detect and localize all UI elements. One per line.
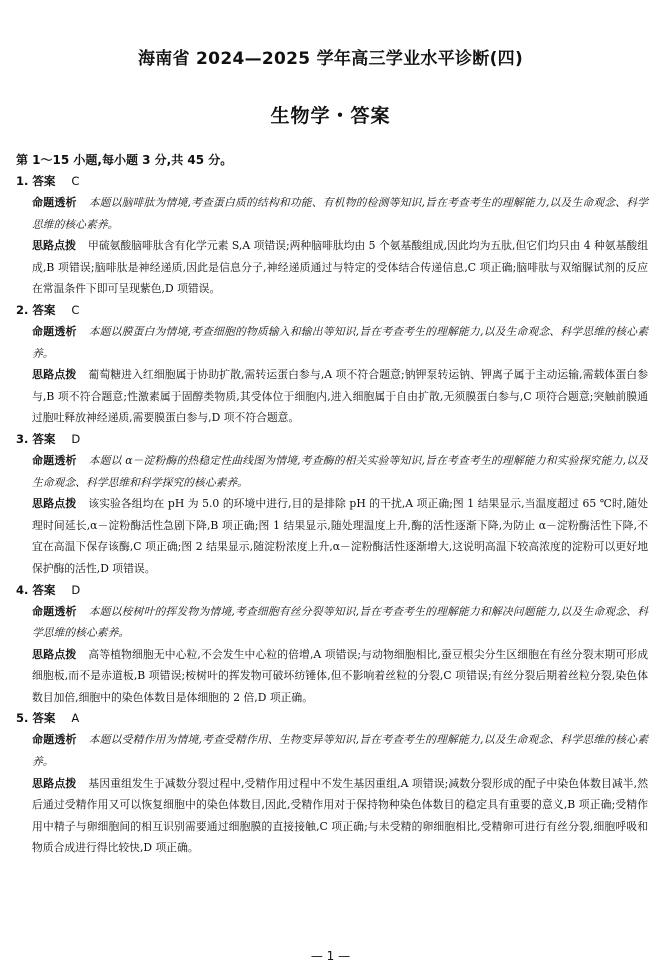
section-note: 第 1～15 小题,每小题 3 分,共 45 分。 — [16, 153, 233, 167]
answer-label: 答案 — [32, 302, 56, 317]
question-number: 4. — [16, 582, 29, 597]
question-number: 1. — [16, 174, 29, 188]
answer-label: 答案 — [32, 174, 56, 188]
question-4 — [16, 580, 648, 709]
analysis-text: 本题以 α－淀粉酶的热稳定性曲线图为情境,考查酶的相关实验等知识,旨在考查考生的理解能力和实验探究能力,以及生命观念、科学思维和科学探究的核心素养。 — [32, 453, 649, 489]
answer-letter: C — [71, 174, 80, 188]
question-3 — [16, 429, 648, 580]
analysis-paragraph — [16, 321, 648, 364]
answer-letter: D — [71, 582, 81, 597]
answer-letter: D — [71, 431, 81, 446]
answer-list — [16, 171, 648, 859]
hint-label: 思路点拨 — [32, 239, 77, 253]
analysis-paragraph — [16, 601, 648, 644]
question-header — [16, 708, 648, 729]
question-number: 2. — [16, 302, 29, 317]
hint-text: 基因重组发生于减数分裂过程中,受精作用过程中不发生基因重组,A 项错误;减数分裂形成的配子中染色体数目减半,然后通过受精作用又可以恢复细胞中的染色体数目,因此,受精作用对于保持物种染色体数目的稳定具有重要的意义,B 项正确;受精作用中精子与卵细胞间的相互识别需要通过细胞膜的直接接触,C 项正确;与未受精的卵细胞相比,受精卵可进行有丝分裂,细胞呼吸和物质合成进行得比较快,D 项正确。 — [32, 776, 648, 855]
hint-label: 思路点拨 — [32, 647, 77, 661]
analysis-label: 命题透析 — [32, 733, 77, 747]
hint-label: 思路点拨 — [32, 497, 77, 511]
analysis-label: 命题透析 — [32, 324, 77, 338]
hint-label: 思路点拨 — [32, 368, 77, 382]
analysis-label: 命题透析 — [32, 453, 77, 467]
answer-label: 答案 — [32, 431, 56, 446]
question-header — [16, 429, 648, 450]
hint-text: 葡萄糖进入红细胞属于协助扩散,需转运蛋白参与,A 项不符合题意;钠钾泵转运钠、钾离子属于主动运输,需载体蛋白参与,B 项不符合题意;性激素属于固醇类物质,其受体位于细胞内,进入细胞属于自由扩散,无须膜蛋白参与,C 项符合题意;突触前膜通过胞吐释放神经递质,需要膜蛋白参与,D 项不符合题意。 — [32, 368, 648, 425]
hint-paragraph — [16, 364, 648, 429]
hint-paragraph — [16, 773, 648, 859]
analysis-label: 命题透析 — [32, 196, 77, 209]
analysis-label: 命题透析 — [32, 604, 77, 618]
analysis-text: 本题以桉树叶的挥发物为情境,考查细胞有丝分裂等知识,旨在考查考生的理解能力和解决问题能力,以及生命观念、科学思维的核心素养。 — [32, 604, 649, 640]
question-5 — [16, 708, 648, 859]
question-header — [16, 580, 648, 601]
answer-letter: A — [71, 711, 80, 726]
analysis-text: 本题以脑啡肽为情境,考查蛋白质的结构和功能、有机物的检测等知识,旨在考查考生的理解能力,以及生命观念、科学思维的核心素养。 — [32, 196, 649, 231]
analysis-paragraph — [16, 450, 648, 493]
question-number: 5. — [16, 711, 29, 726]
hint-paragraph — [16, 493, 648, 579]
hint-text: 甲硫氨酸脑啡肽含有化学元素 S,A 项错误;两种脑啡肽均由 5 个氨基酸组成,因此均为五肽,但它们均只由 4 种氨基酸组成,B 项错误;脑啡肽是神经递质,因此是信息分子,神经递质通过与特定的受体结合传递信息,C 项正确;脑啡肽与双缩脲试剂的反应在常温条件下即可呈现紫色,D 项错误。 — [32, 239, 649, 296]
hint-label: 思路点拨 — [32, 776, 77, 790]
answer-letter: C — [71, 302, 80, 317]
analysis-paragraph — [16, 729, 648, 772]
question-header — [16, 300, 648, 321]
answer-label: 答案 — [32, 711, 56, 726]
hint-paragraph — [16, 235, 648, 300]
analysis-text: 本题以膜蛋白为情境,考查细胞的物质输入和输出等知识,旨在考查考生的理解能力,以及生命观念、科学思维的核心素养。 — [32, 324, 649, 360]
hint-paragraph — [16, 644, 648, 709]
hint-text: 该实验各组均在 pH 为 5.0 的环境中进行,目的是排除 pH 的干扰,A 项正确;图 1 结果显示,当温度超过 65 ℃时,随处理时间延长,α－淀粉酶活性急剧下降,B 项正确;图 1 结果显示,随处理温度上升,酶的活性逐渐下降,为防止 α－淀粉酶活性下降,不宜在高温下保存该酶,C 项正确;图 2 结果显示,随淀粉浓度上升,α－淀粉酶活性逐渐增大,这说明高温下较高浓度的淀粉可以更好地保护酶的活性,D 项错误。 — [32, 497, 648, 575]
answer-label: 答案 — [32, 582, 56, 597]
question-2 — [16, 300, 648, 429]
analysis-paragraph — [16, 192, 648, 235]
page-number: — 1 — — [310, 949, 351, 963]
question-1 — [16, 171, 648, 300]
document-title: 海南省 2024—2025 学年高三学业水平诊断(四) — [137, 49, 524, 69]
analysis-text: 本题以受精作用为情境,考查受精作用、生物变异等知识,旨在考查考生的理解能力,以及生命观念、科学思维的核心素养。 — [32, 733, 649, 769]
question-number: 3. — [16, 431, 29, 446]
document-subtitle: 生物学・答案 — [270, 105, 391, 127]
question-header — [16, 171, 648, 192]
hint-text: 高等植物细胞无中心粒,不会发生中心粒的倍增,A 项错误;与动物细胞相比,蚕豆根尖分生区细胞在有丝分裂末期可形成细胞板,而不是赤道板,B 项错误;桉树叶的挥发物可破坏纺锤体,但不影响着丝粒的分裂,C 项错误;有丝分裂后期着丝粒分裂,染色体数目加倍,细胞中的染色体数目是体细胞的 2 倍,D 项正确。 — [32, 647, 648, 704]
